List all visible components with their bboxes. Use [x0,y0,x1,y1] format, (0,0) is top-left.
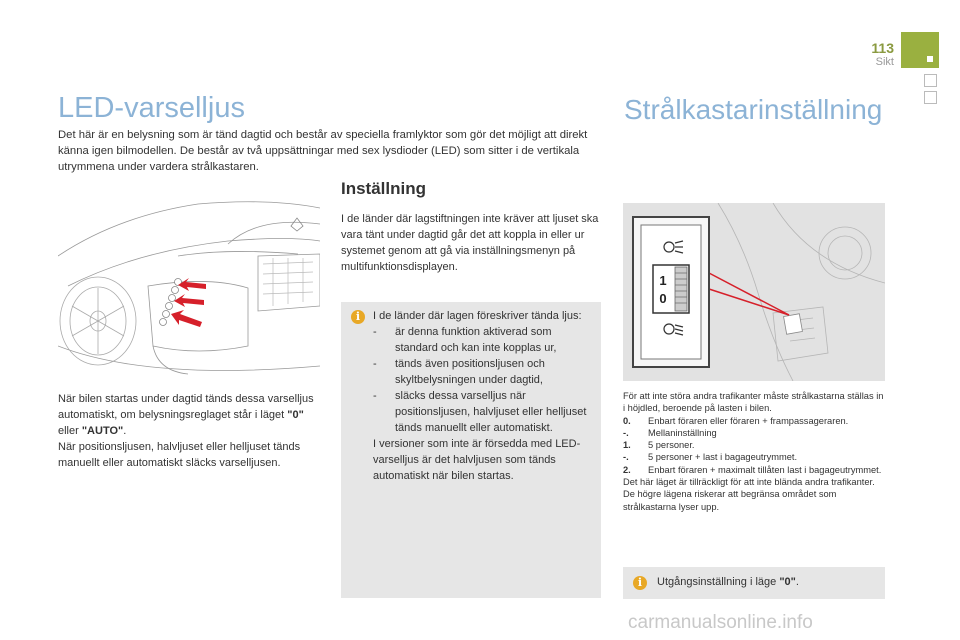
car-front-illustration [58,196,320,381]
position-0-label: "0" [287,409,304,421]
info-box [341,302,601,598]
default-setting-text [657,576,799,588]
info-box-text [373,308,591,484]
page-number: 113 [871,40,894,56]
info-icon: i [351,310,365,324]
default-setting-text-a: Utgångsinställning i läge [657,576,780,588]
position-key: 1. [623,440,631,451]
list-item [373,324,591,356]
section-tab[interactable] [924,91,937,104]
list-item [623,464,885,476]
led-intro: Det här är en belysning som är tänd dagtid och består av speciella framlyktor som gör det möjligt att direkt känna igen bilmodellen. De består av två uppsättningar med sex lysdioder (LED) som sitter i de vertikala utrymmena under vardera strålkastaren. [58,129,588,173]
position-value: Mellaninställning [648,427,717,438]
position-value: Enbart föraren + maximalt tillåten last i bagageutrymmet. [648,464,882,475]
position-key: 0. [623,415,631,426]
list-bullet: - [373,358,377,370]
dial-label-1: 1 [659,273,667,288]
default-position-label: "0" [779,576,796,588]
list-item [623,439,885,451]
led-title: LED-varselljus [58,92,245,124]
list-item [623,427,885,439]
position-value: 5 personer. [648,440,695,451]
headlight-title: Strålkastarinställning [624,94,883,125]
led-operation-text-e: . [123,425,127,437]
info-lead: I de länder där lagen föreskriver tända ljus: [373,310,582,322]
info-tail: I versioner som inte är försedda med LED-varselljus är det halvljusen som tänds automatiskt när bilen startas. [373,438,581,482]
led-operation-text-c: eller [58,425,82,437]
dial-label-0: 0 [659,291,667,306]
list-bullet: - [373,326,377,338]
list-item [623,451,885,463]
section-tab-active[interactable] [901,32,939,68]
section-tab[interactable] [924,74,937,87]
headlight-intro: För att inte störa andra trafikanter måste strålkastarna ställas in i höjdled, beroende på lasten i bilen. [623,391,884,414]
square-icon [927,56,933,62]
list-item [373,388,591,436]
led-operation-text [58,391,318,471]
list-item-text: tänds även positionsljusen och skyltbelysningen under dagtid, [395,358,545,386]
info-icon: i [633,576,647,590]
headlight-adjust-illustration [623,203,885,381]
position-key: -. [623,427,629,438]
default-setting-box [623,567,885,599]
list-item-text: släcks dessa varselljus när positionsljusen, halvljuset eller helljuset tänds manuellt eller automatiskt. [395,390,587,434]
led-off-text: När positionsljusen, halvljuset eller helljuset tänds manuellt eller automatiskt släcks varselljusen. [58,441,301,469]
list-bullet: - [373,390,377,402]
headlight-note: De högre lägena riskerar att begränsa området som strålkastarna lyser upp. [623,489,837,512]
position-key: -. [623,452,629,463]
settings-heading: Inställning [341,179,426,198]
list-item [623,415,885,427]
list-item [373,356,591,388]
position-value: 5 personer + last i bagageutrymmet. [648,452,798,463]
section-name: Sikt [875,56,894,68]
position-key: 2. [623,464,631,475]
watermark: carmanualsonline.info [628,612,813,633]
headlight-text [623,390,885,513]
headlight-note: Det här läget är tillräckligt för att inte blända andra trafikanter. [623,477,875,488]
list-item-text: är denna funktion aktiverad som standard och kan inte kopplas ur, [395,326,557,354]
position-value: Enbart föraren eller föraren + frampassageraren. [648,415,849,426]
default-setting-text-c: . [795,576,799,588]
position-auto-label: "AUTO" [81,425,124,437]
led-operation-text-a: När bilen startas under dagtid tänds dessa varselljus automatiskt, om belysningsreglaget står i läget [58,393,314,421]
settings-text: I de länder där lagstiftningen inte kräver att ljuset ska vara tänt under dagtid går det att koppla in eller ur systemet genom att gå via inställningsmenyn på multifunktionsdisplayen. [341,213,599,273]
